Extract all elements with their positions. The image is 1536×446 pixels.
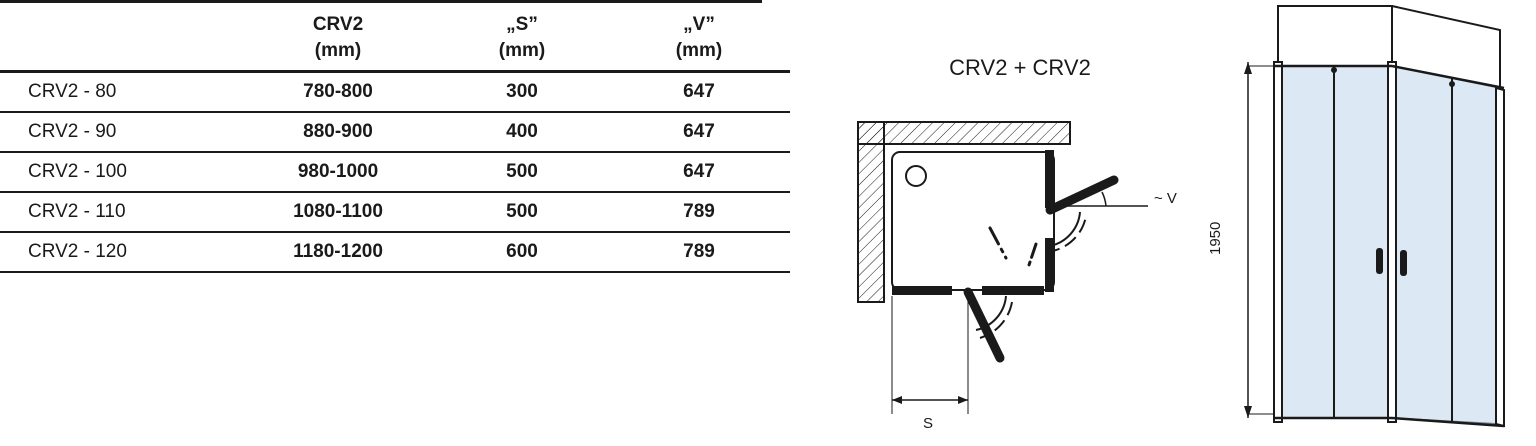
table-row: [0, 72, 790, 113]
cell-crv2: 780-800: [240, 72, 436, 113]
header-s-line2: (mm): [498, 40, 546, 61]
table-row: [0, 232, 790, 272]
specifications-table-container: [0, 0, 762, 292]
glass-panel-right: [1392, 66, 1500, 424]
left-vertical-profile: [1274, 62, 1282, 422]
cell-v: 647: [608, 152, 790, 192]
cell-v: 647: [608, 72, 790, 113]
header-v-line1: „V”: [683, 14, 715, 35]
cell-crv2: 1080-1100: [240, 192, 436, 232]
header-s: [436, 0, 608, 72]
dimension-s-label: S: [923, 415, 934, 432]
dimension-height-label: 1950: [1207, 221, 1224, 255]
corner-post: [1388, 62, 1396, 422]
cell-model: CRV2 - 110: [0, 192, 240, 232]
cell-crv2: 980-1000: [240, 152, 436, 192]
cell-model: CRV2 - 90: [0, 112, 240, 152]
table-header-row: [0, 0, 790, 72]
dimension-s: [892, 296, 968, 432]
cell-model: CRV2 - 120: [0, 232, 240, 272]
header-v: [608, 0, 790, 72]
specifications-table: [0, 0, 790, 273]
header-crv2: [240, 0, 436, 72]
cell-v: 789: [608, 192, 790, 232]
cell-s: 500: [436, 192, 608, 232]
header-s-line1: „S”: [506, 14, 538, 35]
door-handle-right[interactable]: [1400, 250, 1407, 276]
angle-v-label: ~ V: [1154, 190, 1177, 207]
dimension-height: [1207, 62, 1278, 418]
table-row: [0, 192, 790, 232]
header-v-line2: (mm): [675, 40, 723, 61]
cell-s: 400: [436, 112, 608, 152]
isometric-view-svg: [1200, 0, 1536, 446]
cell-s: 600: [436, 232, 608, 272]
cell-v: 789: [608, 232, 790, 272]
table-top-border: [0, 0, 762, 3]
header-model: [0, 0, 240, 72]
header-crv2-line2: (mm): [314, 40, 362, 61]
door-handle-left[interactable]: [1376, 248, 1383, 274]
plan-view-title: CRV2 + CRV2: [949, 55, 1091, 80]
shower-tray: [892, 152, 1054, 290]
cell-model: CRV2 - 80: [0, 72, 240, 113]
cell-s: 500: [436, 152, 608, 192]
cell-crv2: 1180-1200: [240, 232, 436, 272]
plan-view-drawing: [840, 0, 1200, 446]
header-crv2-line1: CRV2: [312, 14, 364, 35]
cell-s: 300: [436, 72, 608, 113]
table-row: [0, 152, 790, 192]
cell-crv2: 880-900: [240, 112, 436, 152]
cell-model: CRV2 - 100: [0, 152, 240, 192]
cell-v: 647: [608, 112, 790, 152]
door-leaf-bottom-open: [968, 292, 1000, 358]
right-vertical-profile: [1496, 88, 1504, 426]
table-row: [0, 112, 790, 152]
isometric-view-drawing: [1200, 0, 1536, 446]
